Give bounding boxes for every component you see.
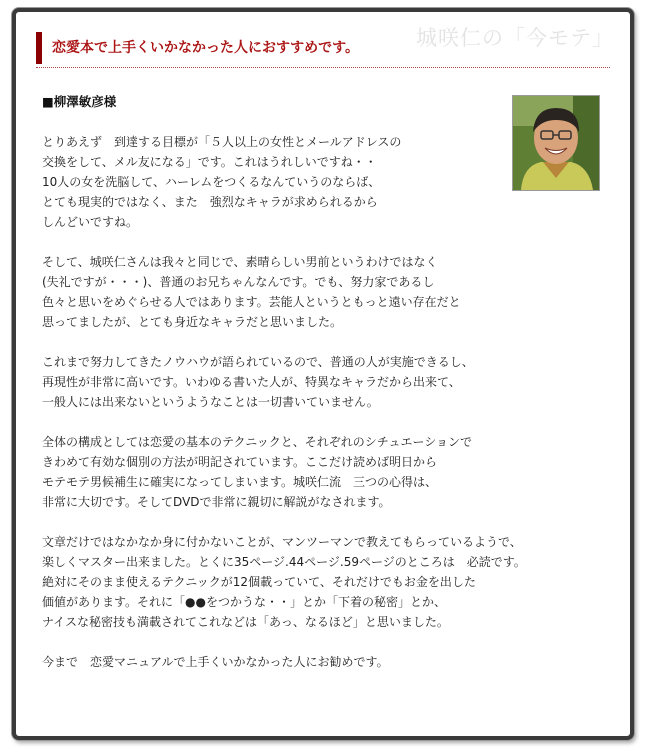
paragraph <box>42 132 612 232</box>
paragraph-line: 文章だけではなかなか身に付かないことが、マンツーマンで教えてもらっているようで、 <box>42 535 522 549</box>
reviewer-name: ■柳澤敏彦様 <box>42 94 117 109</box>
testimonial-body <box>42 92 612 692</box>
heading-divider <box>36 67 610 68</box>
paragraph-line: (失礼ですが・・・)、普通のお兄ちゃんなんです。でも、努力家であるし <box>42 275 435 289</box>
paragraph <box>42 352 612 412</box>
paragraph <box>42 532 612 632</box>
paragraph-line: ナイスな秘密技も満載されてこれなどは「あっ、なるほど」と思いました。 <box>42 615 449 629</box>
paragraph-line: 全体の構成としては恋愛の基本のテクニックと、それぞれのシチュエーションで <box>42 435 472 449</box>
paragraph-line: 非常に大切です。そしてDVDで非常に親切に解説がなされます。 <box>42 495 391 509</box>
paragraph-line: 一般人には出来ないというようなことは一切書いていません。 <box>42 395 379 409</box>
paragraph-line: 再現性が非常に高いです。いわゆる書いた人が、特異なキャラだから出来て、 <box>42 375 461 389</box>
testimonial-paragraphs <box>42 132 612 672</box>
paragraph-line: 今まで 恋愛マニュアルで上手くいかなかった人にお勧めです。 <box>42 655 389 669</box>
paragraph-line: 思ってましたが、とても身近なキャラだと思いました。 <box>42 315 343 329</box>
paragraph-line: これまで努力してきたノウハウが語られているので、普通の人が実施できるし、 <box>42 355 474 369</box>
section-heading: 恋愛本で上手くいかなかった人におすすめです。 <box>36 32 610 64</box>
testimonial-frame <box>12 8 634 740</box>
paragraph-line: 交換をして、メル友になる」です。これはうれしいですね・・ <box>42 155 377 169</box>
paragraph-line: とても現実的ではなく、また 強烈なキャラが求められるから <box>42 195 378 209</box>
paragraph-line: 色々と思いをめぐらせる人ではあります。芸能人というともっと遠い存在だと <box>42 295 461 309</box>
paragraph <box>42 432 612 512</box>
section-heading-container <box>36 32 610 68</box>
paragraph-line: 価値があります。それに「●●をつかうな・・」とか「下着の秘密」とか、 <box>42 595 446 609</box>
paragraph-line: 絶対にそのまま使えるテクニックが12個載っていて、それだけでもお金を出した <box>42 575 476 589</box>
paragraph-line: そして、城咲仁さんは我々と同じで、素晴らしい男前というわけではなく <box>42 255 438 269</box>
paragraph-line: とりあえず 到達する目標が「５人以上の女性とメールアドレスの <box>42 135 402 149</box>
paragraph-line: きわめて有効な個別の方法が明記されています。ここだけ読めば明日から <box>42 455 438 469</box>
paragraph-line: モテモテ男候補生に確実になってしまいます。城咲仁流 三つの心得は、 <box>42 475 438 489</box>
paragraph-line: しんどいですね。 <box>42 215 139 229</box>
paragraph-line: 楽しくマスター出来ました。とくに35ページ.44ページ.59ページのところは 必読です。 <box>42 555 526 569</box>
paragraph <box>42 252 612 332</box>
watermark-text: 城咲仁の「今モテ」 <box>416 26 614 50</box>
paragraph-line: 10人の女を洗脳して、ハーレムをつくるなんていうのならば、 <box>42 175 381 189</box>
paragraph <box>42 652 612 672</box>
